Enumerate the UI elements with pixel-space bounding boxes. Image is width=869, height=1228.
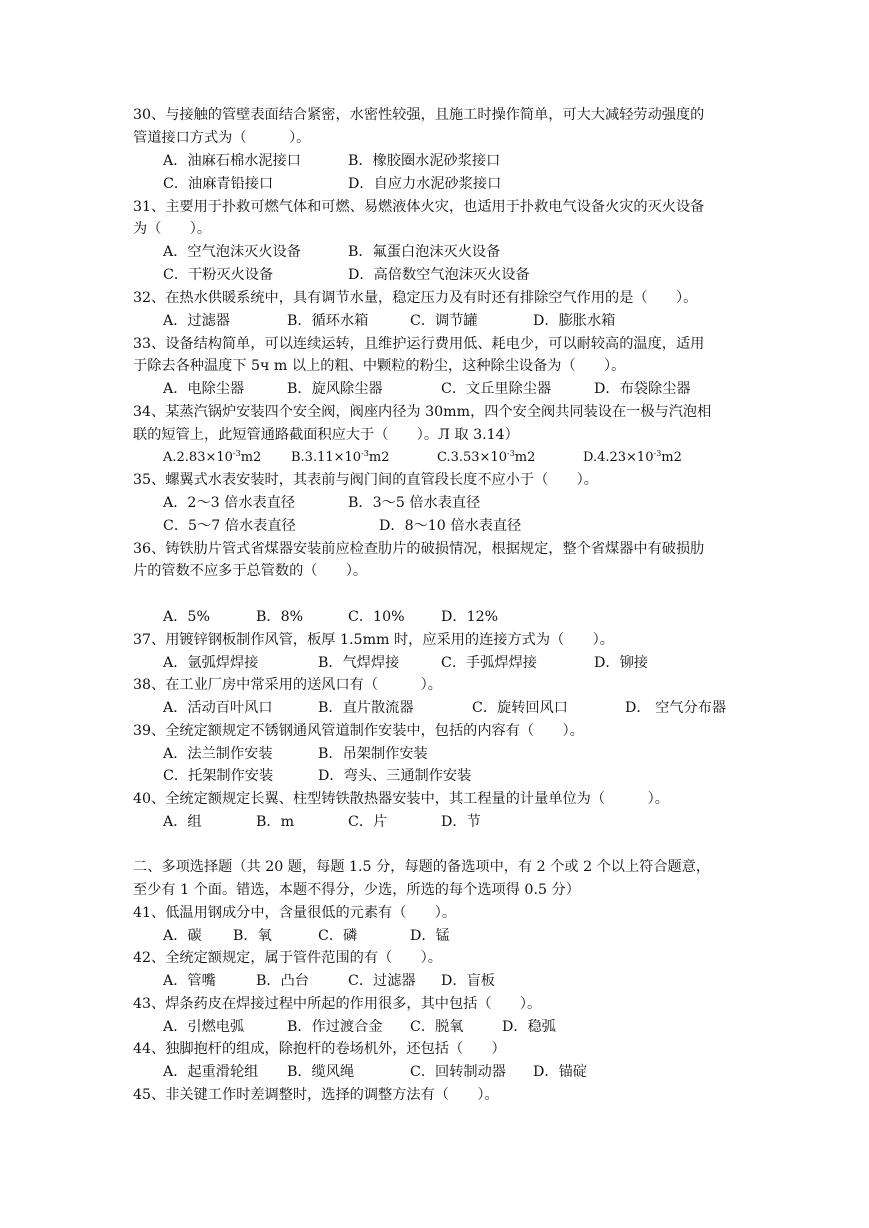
question-36-option-c: C．10% [348, 609, 405, 625]
question-42-option-a: A．管嘴 [163, 973, 216, 989]
question-40-option-c: C．片 [348, 814, 388, 830]
question-32-option-b: B．循环水箱 [287, 313, 369, 329]
question-37-option-c: C．手弧焊焊接 [441, 655, 537, 671]
question-31-option-c: C．干粉灭火设备 [163, 267, 274, 283]
question-31-stem-line-1: 31、主要用于扑救可燃气体和可燃、易燃液体火灾，也适用于扑救电气设备火灾的灭火设备 [133, 199, 705, 215]
question-44-option-d: D．锚碇 [533, 1064, 587, 1080]
question-39-option-c: C．托架制作安装 [163, 768, 274, 784]
question-32-option-a: A．过滤器 [163, 313, 230, 329]
question-30-stem-line-2: 管道接口方式为（ ）。 [133, 130, 311, 146]
question-35-stem-line-1: 35、螺翼式水表安装时，其表前与阀门间的直管段长度不应小于（ ）。 [133, 472, 598, 488]
question-34-option-b: $B.3.11\times 10^{-3}m2$ [291, 449, 390, 465]
question-35-option-d: D．8～10 倍水表直径 [379, 518, 522, 534]
question-42-option-b: B．凸台 [256, 973, 309, 989]
question-33-option-d: D．布袋除尘器 [594, 381, 691, 397]
question-33-option-c: C．文丘里除尘器 [441, 381, 552, 397]
question-35-option-c: C．5～7 倍水表直径 [163, 518, 296, 534]
question-30-option-a: A．油麻石棉水泥接口 [163, 153, 301, 169]
question-45-stem-line-1: 45、非关键工作时差调整时，选择的调整方法有（ ）。 [133, 1087, 499, 1103]
question-32-stem-line-1: 32、在热水供暖系统中，具有调节水量，稳定压力及有时还有排除空气作用的是（ ）。 [133, 290, 698, 306]
question-37-option-b: B．气焊焊接 [318, 655, 400, 671]
question-43-stem-line-1: 43、焊条药皮在焊接过程中所起的作用很多，其中包括（ ）。 [133, 996, 542, 1012]
question-34-option-a: $A.2.83\times 10^{-3}m2$ [163, 449, 262, 465]
question-30-option-c: C．油麻青铅接口 [163, 176, 274, 192]
question-31-option-b: B．氟蛋白泡沫灭火设备 [348, 244, 501, 260]
question-37-option-d: D．铆接 [594, 655, 648, 671]
question-38-option-d: D． 空气分布器 [625, 700, 727, 716]
question-38-option-a: A．活动百叶风口 [163, 700, 273, 716]
question-31-stem-line-2: 为（ ）。 [133, 221, 212, 237]
question-38-option-c: C．旋转回风口 [472, 700, 568, 716]
question-43-option-b: B．作过渡合金 [287, 1019, 383, 1035]
question-43-option-d: D．稳弧 [502, 1019, 556, 1035]
question-42-stem-line-1: 42、全统定额规定，属于管件范围的有（ ）。 [133, 950, 442, 966]
question-41-option-b: B．氧 [233, 928, 272, 944]
question-36-option-d: D．12% [441, 609, 499, 625]
question-42-option-c: C．过滤器 [348, 973, 416, 989]
question-36-stem-line-1: 36、铸铁肋片管式省煤器安装前应检查肋片的破损情况，根据规定，整个省煤器中有破损肋 [133, 541, 705, 557]
question-35-option-a: A．2～3 倍水表直径 [163, 495, 296, 511]
question-40-option-b: B．m [256, 814, 295, 830]
question-36-stem-line-2: 片的管数不应多于总管数的（ ）。 [133, 563, 368, 579]
question-30-option-d: D．自应力水泥砂浆接口 [348, 176, 502, 192]
question-37-option-a: A．氩弧焊焊接 [163, 655, 259, 671]
section-2-heading-line-2: 至少有 1 个面。错选，本题不得分，少选，所选的每个选项得 0.5 分） [133, 882, 580, 898]
question-35-option-b: B．3～5 倍水表直径 [348, 495, 481, 511]
question-32-option-d: D．膨胀水箱 [533, 313, 616, 329]
question-39-stem-line-1: 39、全统定额规定不锈钢通风管道制作安装中，包括的内容有（ ）。 [133, 723, 584, 739]
question-44-stem-line-1: 44、独脚抱杆的组成，除抱杆的卷场机外，还包括（ ） [133, 1041, 506, 1057]
question-39-option-a: A．法兰制作安装 [163, 746, 273, 762]
question-42-option-d: D．盲板 [441, 973, 495, 989]
question-37-stem-line-1: 37、用镀锌钢板制作风管，板厚 1.5mm 时，应采用的连接方式为（ ）。 [133, 632, 614, 648]
question-40-stem-line-1: 40、全统定额规定长翼、柱型铸铁散热器安装中，其工程量的计量单位为（ ）。 [133, 791, 669, 807]
question-40-option-a: A．组 [163, 814, 202, 830]
question-40-option-d: D．节 [441, 814, 481, 830]
question-31-option-d: D．高倍数空气泡沫灭火设备 [348, 267, 530, 283]
question-34-stem-line-2: 联的短管上，此短管通路截面积应大于（ ）。Л 取 3.14） [133, 427, 519, 443]
question-33-stem-line-2: 于除去各种温度下 5ч m 以上的粗、中颗粒的粉尘，这种除尘设备为（ ）。 [133, 358, 626, 374]
question-44-option-c: C．回转制动器 [410, 1064, 506, 1080]
question-34-stem-line-1: 34、某蒸汽锅炉安装四个安全阀，阀座内径为 30mm，四个安全阀共同装设在一极与汽泡相 [133, 404, 712, 420]
section-2-heading-line-1: 二、多项选择题（共 20 题，每题 1.5 分，每题的备选项中，有 2 个或 2 个以上符合题意， [133, 859, 711, 875]
question-34-option-c: $C.3.53\times 10^{-3}m2$ [437, 449, 536, 465]
question-41-option-a: A．碳 [163, 928, 202, 944]
question-32-option-c: C．调节罐 [410, 313, 478, 329]
question-41-stem-line-1: 41、低温用钢成分中，含量很低的元素有（ ）。 [133, 905, 457, 921]
question-33-stem-line-1: 33、设备结构简单，可以连续运转，且维护运行费用低、耗电少，可以耐较高的温度，适用 [133, 336, 705, 352]
question-38-stem-line-1: 38、在工业厂房中常采用的送风口有（ ）。 [133, 677, 442, 693]
question-30-stem-line-1: 30、与接触的管壁表面结合紧密，水密性较强，且施工时操作简单，可大大减轻劳动强度的 [133, 107, 705, 123]
question-30-option-b: B．橡胶圈水泥砂浆接口 [348, 153, 501, 169]
question-36-option-b: B．8% [256, 609, 304, 625]
question-33-option-b: B．旋风除尘器 [287, 381, 383, 397]
question-39-option-b: B．吊架制作安装 [318, 746, 428, 762]
question-43-option-c: C．脱氧 [410, 1019, 464, 1035]
question-43-option-a: A．引燃电弧 [163, 1019, 245, 1035]
question-34-option-d: $D.4.23\times 10^{-3}m2$ [583, 449, 682, 465]
question-44-option-b: B．缆风绳 [287, 1064, 355, 1080]
question-41-option-c: C．磷 [318, 928, 358, 944]
question-38-option-b: B．直片散流器 [318, 700, 414, 716]
question-31-option-a: A．空气泡沫灭火设备 [163, 244, 301, 260]
question-36-option-a: A．5% [163, 609, 210, 625]
question-41-option-d: D．锰 [410, 928, 450, 944]
question-33-option-a: A．电除尘器 [163, 381, 245, 397]
question-44-option-a: A．起重滑轮组 [163, 1064, 259, 1080]
question-39-option-d: D．弯头、三通制作安装 [318, 768, 472, 784]
